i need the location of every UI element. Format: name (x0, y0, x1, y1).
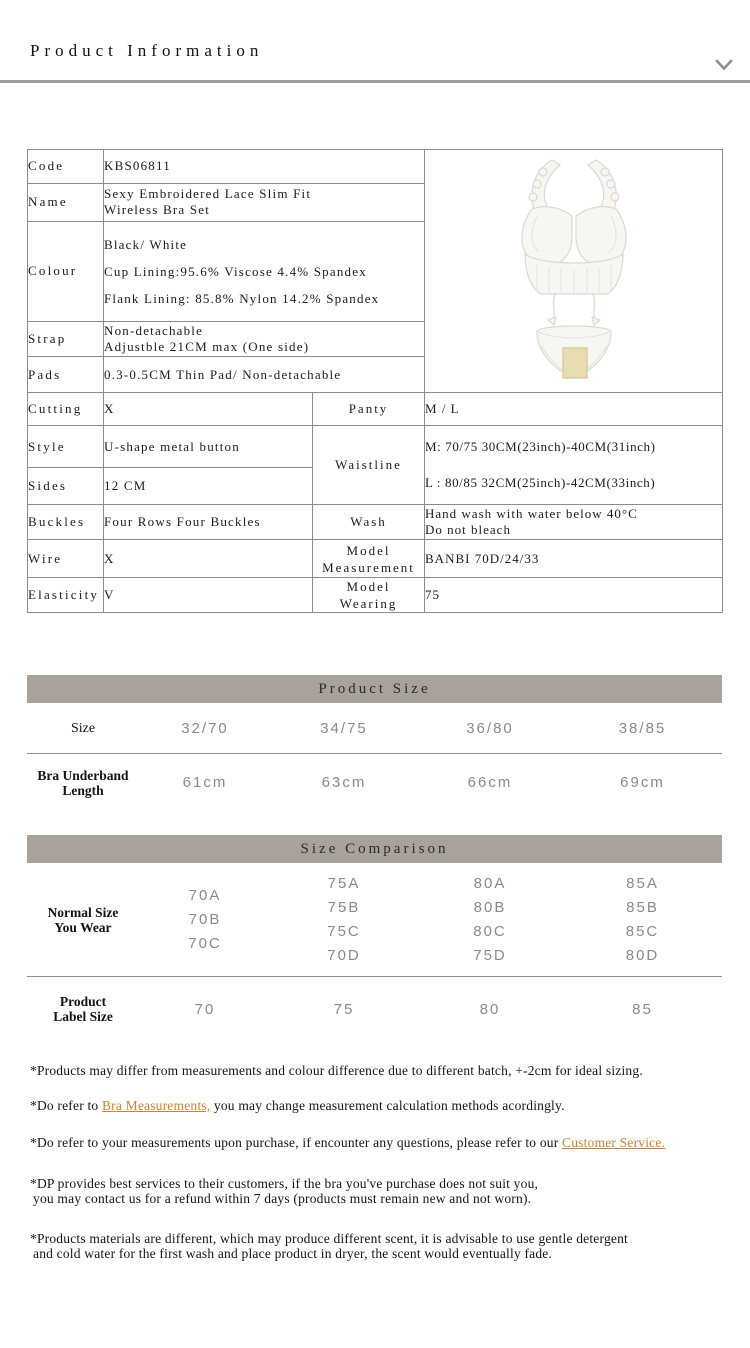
spec-label-pads: Pads (28, 357, 104, 393)
footnote-customer-service (30, 1135, 722, 1150)
comparison-column-2 (271, 863, 417, 976)
spec-value-wash (425, 505, 723, 540)
spec-label-elasticity: Elasticity (28, 578, 104, 613)
spec-value-model-wearing: 75 (425, 578, 723, 613)
comparison-size: 70D (327, 946, 361, 964)
model-wearing-label: Model Wearing (339, 579, 398, 611)
comparison-size: 80B (473, 898, 507, 916)
waistline-l: L : 80/85 32CM(25inch)-42CM(33inch) (425, 475, 656, 490)
name-line-1: Sexy Embroidered Lace Slim Fit (104, 186, 312, 202)
product-label-size-label (27, 977, 139, 1041)
normal-size-label-line-1: Normal Size (47, 904, 119, 920)
footnote-refund-policy (30, 1176, 722, 1206)
product-label-size-row (27, 977, 722, 1041)
spec-label-code: Code (28, 150, 104, 184)
footnote-bra-measurements (30, 1098, 722, 1113)
comparison-size: 70B (188, 910, 222, 928)
underband-label-line-1: Bra Underband (37, 767, 129, 783)
product-photo (425, 150, 723, 393)
colour-line-2: Cup Lining:95.6% Viscose 4.4% Spandex (104, 263, 367, 279)
product-size-header: Product Size (27, 675, 722, 703)
spec-label-model-measurement (313, 540, 425, 578)
comparison-size: 85A (626, 874, 659, 892)
product-label-line-1: Product (59, 994, 107, 1009)
comparison-size: 75D (473, 946, 507, 964)
spec-label-style: Style (28, 426, 104, 468)
size-value: 34/75 (320, 719, 368, 737)
comparison-size: 80D (625, 946, 660, 964)
underband-value: 66cm (467, 774, 513, 791)
underband-value: 63cm (321, 774, 367, 791)
footnote-text: you may change measurement calculation methods acordingly. (210, 1098, 565, 1113)
footnote-line: and cold water for the first wash and place product in dryer, the scent would eventually fade. (33, 1246, 553, 1261)
size-row-label: Size (70, 720, 96, 736)
spec-table (27, 149, 723, 613)
colour-line-3: Flank Lining: 85.8% Nylon 14.2% Spandex (104, 290, 380, 306)
spec-value-pads: 0.3-0.5CM Thin Pad/ Non-detachable (104, 357, 425, 393)
spec-value-model-measurement: BANBI 70D/24/33 (425, 540, 723, 578)
spec-value-elasticity: V (104, 578, 313, 613)
strap-line-1: Non-detachable (104, 323, 204, 339)
normal-size-row-label (27, 863, 139, 976)
product-size-section (27, 675, 722, 811)
header-divider (0, 80, 750, 83)
strap-line-2: Adjustble 21CM max (One side) (104, 339, 310, 355)
spec-label-sides: Sides (28, 468, 104, 505)
label-size-value: 70 (194, 1000, 216, 1018)
footnote-line: *DP provides best services to their customers, if the bra you've purchase does not suit you, (30, 1176, 539, 1191)
product-label-line-2: Label Size (53, 1009, 113, 1024)
spec-value-waistline (425, 426, 723, 505)
waistline-m: M: 70/75 30CM(23inch)-40CM(31inch) (425, 439, 656, 454)
label-size-value: 80 (479, 1000, 501, 1018)
comparison-size: 85B (626, 898, 659, 916)
spec-value-buckles: Four Rows Four Buckles (104, 505, 313, 540)
spec-label-wash: Wash (313, 505, 425, 540)
wash-line-2: Do not bleach (425, 522, 511, 537)
spec-label-name: Name (28, 183, 104, 222)
underband-label-line-2: Length (62, 782, 104, 798)
spec-value-colour (104, 222, 425, 322)
spec-label-panty: Panty (313, 393, 425, 426)
size-comparison-section (27, 835, 722, 1041)
spec-label-wire: Wire (28, 540, 104, 578)
normal-size-label-line-2: You Wear (54, 919, 112, 935)
footnotes (30, 1063, 722, 1261)
label-size-value: 75 (333, 1000, 355, 1018)
customer-service-link[interactable]: Customer Service. (562, 1135, 666, 1150)
comparison-column-4 (563, 863, 722, 976)
comparison-size: 70C (188, 934, 222, 952)
footnote-batch-difference: *Products may differ from measurements and colour difference due to different batch, +-2cm for ideal sizing. (30, 1063, 643, 1078)
size-value: 32/70 (181, 719, 229, 737)
comparison-size: 75B (327, 898, 361, 916)
comparison-size: 70A (188, 886, 222, 904)
footnote-text: *Do refer to (30, 1098, 102, 1113)
comparison-size: 75A (327, 874, 361, 892)
comparison-column-1 (139, 863, 271, 976)
name-line-2: Wireless Bra Set (104, 202, 211, 218)
spec-value-style: U-shape metal button (104, 426, 313, 468)
colour-line-1: Black/ White (104, 236, 188, 252)
spec-label-cutting: Cutting (28, 393, 104, 426)
comparison-size: 80C (473, 922, 507, 940)
footnote-line: *Products materials are different, which may produce different scent, it is advisable to use gentle detergent (30, 1231, 628, 1246)
model-measurement-label: Model Measurement (322, 542, 415, 575)
size-value: 36/80 (466, 719, 514, 737)
spec-label-waistline: Waistline (313, 426, 425, 505)
size-value: 38/85 (618, 719, 667, 737)
underband-value: 69cm (620, 774, 665, 791)
spec-value-panty: M / L (425, 393, 723, 426)
normal-size-row (27, 863, 722, 977)
spec-value-code: KBS06811 (104, 150, 425, 184)
wash-line-1: Hand wash with water below 40°C (425, 506, 638, 521)
spec-label-buckles: Buckles (28, 505, 104, 540)
label-size-value: 85 (632, 1000, 653, 1018)
underband-row-label (27, 754, 139, 811)
footnote-materials-scent (30, 1231, 722, 1261)
spec-label-strap: Strap (28, 321, 104, 357)
product-size-size-row (27, 703, 722, 754)
chevron-down-icon[interactable] (713, 57, 735, 72)
underband-value: 61cm (182, 774, 228, 791)
footnote-line: you may contact us for a refund within 7 days (products must remain new and not worn). (33, 1191, 532, 1206)
spec-value-sides: 12 CM (104, 468, 313, 505)
spec-value-strap (104, 321, 425, 357)
size-comparison-header: Size Comparison (27, 835, 722, 863)
spec-value-cutting: X (104, 393, 313, 426)
comparison-column-3 (417, 863, 563, 976)
footnote-text: *Do refer to your measurements upon purchase, if encounter any questions, please refer to our (30, 1135, 562, 1150)
page-title: Product Information (30, 41, 264, 60)
spec-label-colour: Colour (28, 222, 104, 322)
spec-value-name (104, 183, 425, 222)
bra-set-graphic (425, 150, 723, 388)
spec-label-model-wearing (313, 578, 425, 613)
spec-value-wire: X (104, 540, 313, 578)
comparison-size: 85C (625, 922, 660, 940)
comparison-size: 75C (327, 922, 361, 940)
underband-length-row (27, 754, 722, 811)
bra-measurements-link[interactable]: Bra Measurements, (101, 1098, 211, 1113)
comparison-size: 80A (473, 874, 507, 892)
